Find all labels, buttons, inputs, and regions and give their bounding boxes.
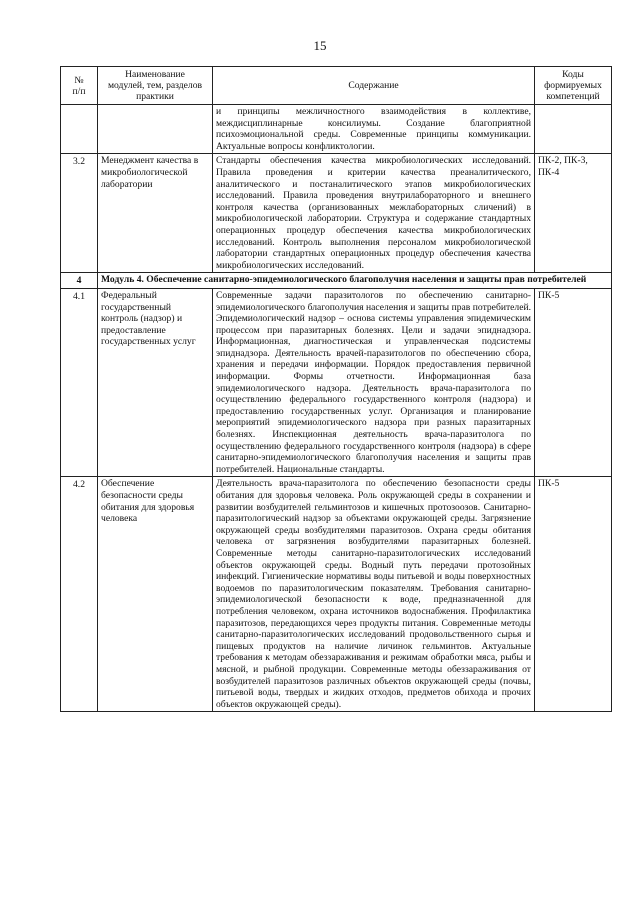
row-content: Стандарты обеспечения качества микробиологических исследований. Правила проведения и критерии качества преаналитического, аналитического и постаналитического этапов микробиологических исследований. Правила проведения внутрилабораторного и внешнего контроля качества (организованных межлабораторных сличений) в микробиологической лаборатории. Структура и содержание стандартных операционных процедур обеспечения качества микробиологических исследований. Контроль выполнения персоналом микробиологической лаборатории стандартных операционных процедур обеспечения качества микробиологических исследований.	[213, 154, 535, 273]
curriculum-table	[60, 66, 612, 712]
row-name: Федеральный государственный контроль (надзор) и предоставление государственных услуг	[98, 288, 213, 477]
page-number: 15	[313, 38, 327, 53]
row-name	[98, 105, 213, 154]
row-content: Современные задачи паразитологов по обеспечению санитарно-эпидемиологического благополучия населения и защиты прав потребителей. Эпидемиологический надзор – основа системы управления эпидемическим процессом при паразитарных болезнях. Цели и задачи эпиднадзора. Информационная, диагностическая и управленческая подсистемы эпиднадзора. Деятельность врачей-паразитологов по обеспечению сбора, хранения и передачи информации. Порядок предоставления первичной информации. Формы отчетности. Информационная база эпидемиологического надзора. Деятельность врача-паразитолога по осуществлению федерального государственного контроля (надзора) и предоставлению государственных услуг. Организация и планирование мероприятий эпидемиологического надзора при разных паразитарных болезнях. Инспекционная деятельность врача-паразитолога по осуществлению федерального государственного контроля (надзора) в сфере санитарно-эпидемиологического благополучия населения и защиты прав потребителей. Национальные стандарты.	[213, 288, 535, 477]
header-content: Содержание	[213, 67, 535, 105]
table-row	[61, 105, 612, 154]
row-content: и принципы межличностного взаимодействия в коллективе, междисциплинарные консилиумы. Создание благоприятной психоэмоциональной среды. Современные принципы коммуникации. Актуальные вопросы конфликтологии.	[213, 105, 535, 154]
module-title: Модуль 4. Обеспечение санитарно-эпидемиологического благополучия населения и защиты прав потребителей	[98, 273, 612, 289]
row-number: 4.1	[61, 288, 98, 477]
module-row	[61, 273, 612, 289]
row-codes: ПК-2, ПК-3, ПК-4	[535, 154, 612, 273]
row-number: 3.2	[61, 154, 98, 273]
row-content: Деятельность врача-паразитолога по обеспечению безопасности среды обитания для здоровья человека. Роль окружающей среды в сохранении и развитии возбудителей гельминтозов и кишечных протозоозов. Санитарно-паразитологический надзор за объектами окружающей среды. Загрязнение окружающей среды возбудителями паразитозов. Охрана среды обитания человека от загрязнения возбудителями паразитарных болезней. Современные методы санитарно-паразитологических исследований объектов окружающей среды. Водный путь передачи протозойных инфекций. Гигиенические нормативы воды питьевой и воды поверхностных водоемов по паразитологическим показателям. Требования санитарно-эпидемиологической безопасности к воде, предназначенной для потребления человеком, охрана источников водоснабжения. Профилактика паразитозов, передающихся через продукты питания. Современные методы санитарно-паразитологических исследований продовольственного сырья и пищевых продуктов на наличие личинок гельминтов. Актуальные требования к методам обеззараживания и режимам обработки мяса, рыбы и мясной, и рыбной продукции. Современные методы обеззараживания от возбудителей паразитозов различных объектов окружающей среды (почвы, питьевой воды, твердых и жидких отходов, предметов обихода и прочих объектов окружающей среды).	[213, 477, 535, 712]
row-codes: ПК-5	[535, 288, 612, 477]
row-name: Обеспечение безопасности среды обитания для здоровья человека	[98, 477, 213, 712]
row-codes	[535, 105, 612, 154]
row-number: 4.2	[61, 477, 98, 712]
module-number: 4	[61, 273, 98, 289]
header-codes: Коды формируемых компетенций	[535, 67, 612, 105]
table-row	[61, 288, 612, 477]
row-codes: ПК-5	[535, 477, 612, 712]
table-header-row	[61, 67, 612, 105]
row-number	[61, 105, 98, 154]
header-number: № п/п	[61, 67, 98, 105]
header-name: Наименование модулей, тем, разделов практики	[98, 67, 213, 105]
table-row	[61, 477, 612, 712]
row-name: Менеджмент качества в микробиологической лаборатории	[98, 154, 213, 273]
table-row	[61, 154, 612, 273]
